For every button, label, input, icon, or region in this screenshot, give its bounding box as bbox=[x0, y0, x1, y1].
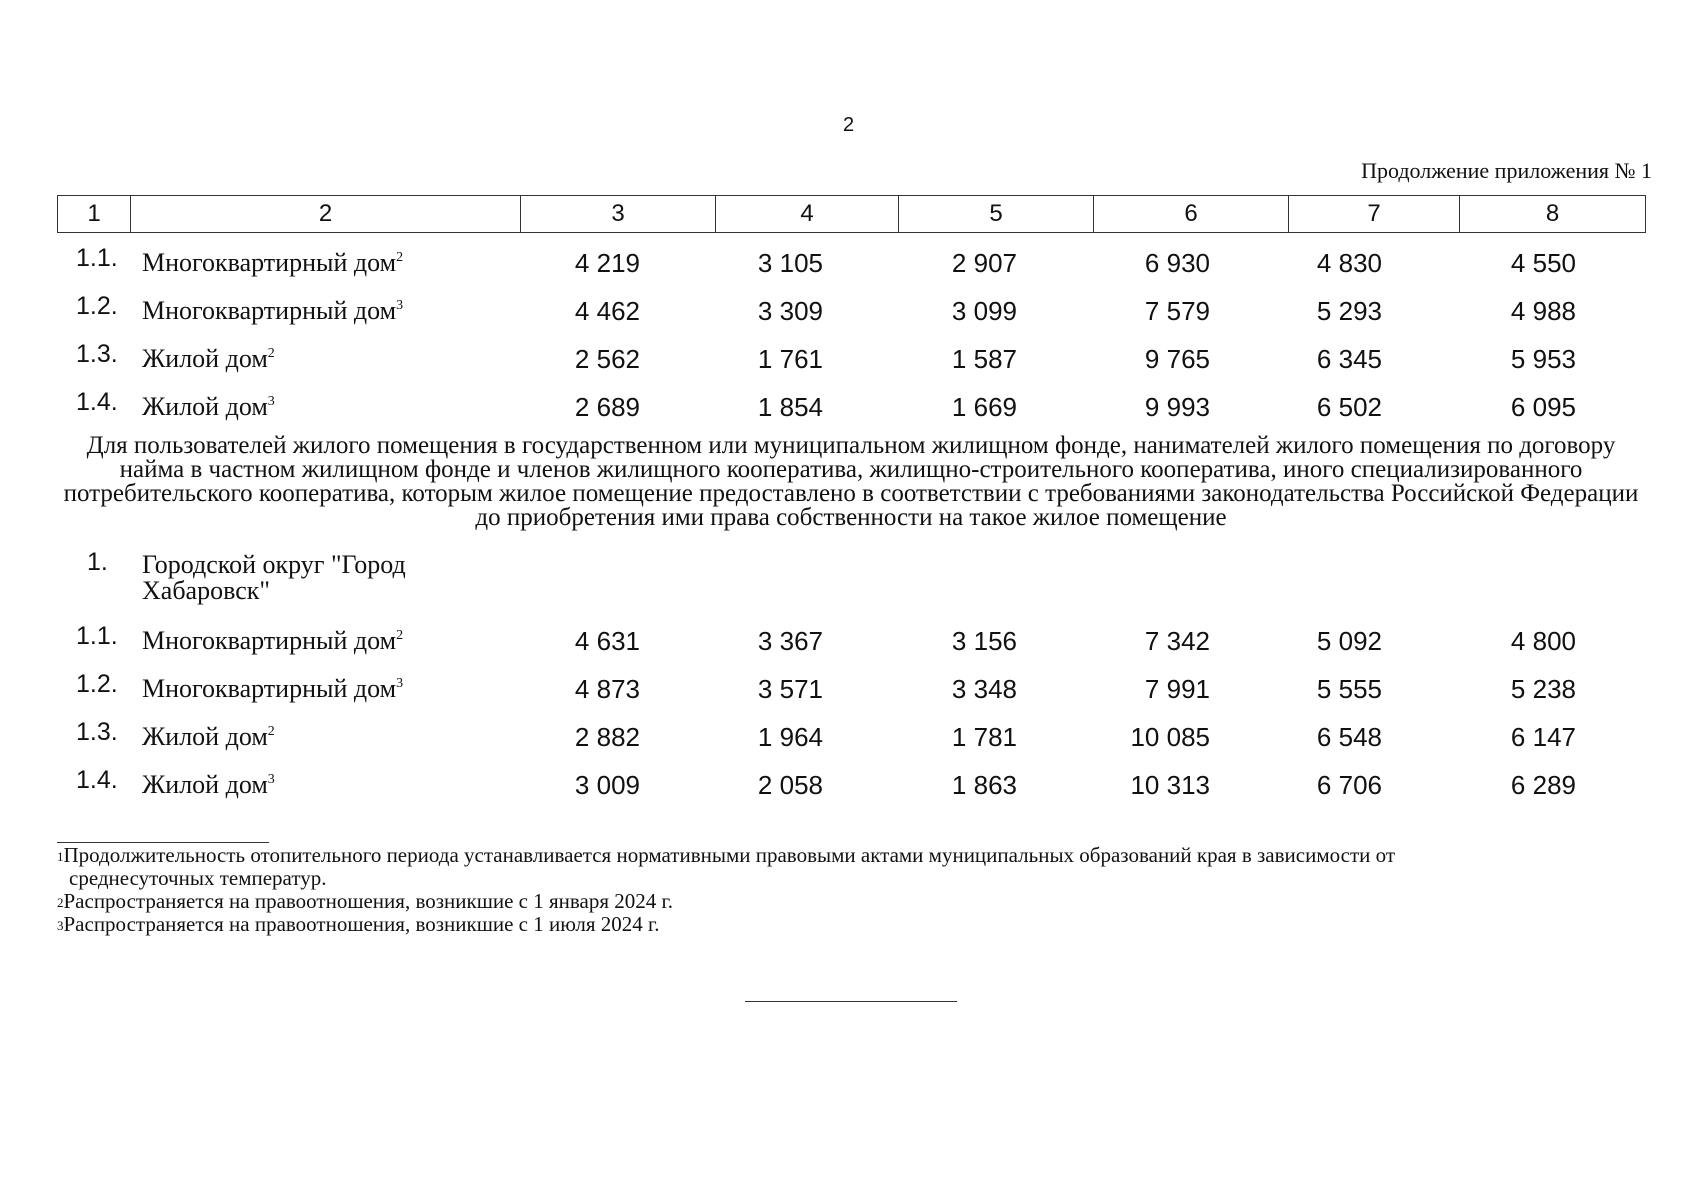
header-col-8: 8 bbox=[1460, 196, 1646, 233]
continuation-title: Продолжение приложения № 1 bbox=[1361, 158, 1652, 183]
page-number: 2 bbox=[842, 114, 855, 136]
footnote-ref: 2 bbox=[396, 628, 404, 643]
cell-col-8: 6 095 bbox=[1510, 392, 1576, 422]
row-label: Многоквартирный дом$^3$ bbox=[142, 674, 404, 703]
header-col-2: 2 bbox=[131, 196, 521, 233]
cell-col-5: 1 669 bbox=[951, 392, 1017, 422]
header-col-5: 5 bbox=[899, 196, 1094, 233]
cell-col-6: 10 313 bbox=[1130, 770, 1210, 800]
header-col-1: 1 bbox=[58, 196, 131, 233]
cell-col-5: 1 863 bbox=[951, 770, 1017, 800]
row-label: Многоквартирный дом$^2$ bbox=[142, 626, 404, 655]
cell-col-7: 5 293 bbox=[1316, 296, 1382, 326]
cell-col-8: 4 988 bbox=[1510, 296, 1576, 326]
cell-col-5: 1 587 bbox=[951, 344, 1017, 374]
cell-col-5: 3 348 bbox=[951, 674, 1017, 704]
cell-col-4: 1 761 bbox=[757, 344, 823, 374]
cell-col-4: 1 964 bbox=[757, 722, 823, 752]
group-number: 1. bbox=[87, 548, 108, 576]
cell-col-6: 9 993 bbox=[1144, 392, 1210, 422]
row-number: 1.1. bbox=[76, 244, 118, 272]
cell-col-3: 2 562 bbox=[574, 344, 640, 374]
cell-col-7: 5 555 bbox=[1316, 674, 1382, 704]
cell-col-7: 5 092 bbox=[1316, 626, 1382, 656]
cell-col-6: 9 765 bbox=[1144, 344, 1210, 374]
footnote-mark: 3 bbox=[57, 918, 64, 933]
footnote-1-continuation: среднесуточных температур. bbox=[69, 866, 327, 890]
footnote-ref: 2 bbox=[396, 250, 404, 265]
cell-col-5: 1 781 bbox=[951, 722, 1017, 752]
footnote-ref: 3 bbox=[267, 772, 275, 787]
footnote-ref: 2 bbox=[267, 724, 275, 739]
cell-col-7: 6 548 bbox=[1316, 722, 1382, 752]
cell-col-7: 6 345 bbox=[1316, 344, 1382, 374]
footnote-ref: 2 bbox=[267, 346, 275, 361]
column-number-header bbox=[57, 195, 1646, 233]
row-number: 1.4. bbox=[76, 766, 118, 794]
cell-col-5: 3 156 bbox=[951, 626, 1017, 656]
cell-col-7: 4 830 bbox=[1316, 248, 1382, 278]
header-col-3: 3 bbox=[521, 196, 716, 233]
table-row bbox=[0, 388, 1697, 432]
footnote-mark: 1 bbox=[57, 849, 64, 864]
table-row bbox=[0, 244, 1697, 288]
row-label: Многоквартирный дом$^2$ bbox=[142, 248, 404, 277]
row-label: Жилой дом$^2$ bbox=[142, 344, 275, 373]
cell-col-8: 4 800 bbox=[1510, 626, 1576, 656]
section-heading: Для пользователей жилого помещения в государственном или муниципальном жилищном фонде, нанимателей жилого помещения по договору найма в частном жилищном фонде и членов жилищного кооператива, жилищно-строительного кооператива, иного специализированного потребительского кооператива, которым жилое помещение предоставлено в соответствии с требованиями законодательства Российской Федерации до приобретения ими права собственности на такое жилое помещение bbox=[63, 432, 1639, 531]
table-row bbox=[0, 340, 1697, 384]
cell-col-8: 4 550 bbox=[1510, 248, 1576, 278]
table-row bbox=[0, 718, 1697, 762]
cell-col-7: 6 706 bbox=[1316, 770, 1382, 800]
footnote-ref: 3 bbox=[267, 394, 275, 409]
cell-col-6: 7 579 bbox=[1144, 296, 1210, 326]
header-col-7: 7 bbox=[1289, 196, 1460, 233]
cell-col-4: 1 854 bbox=[757, 392, 823, 422]
header-col-6: 6 bbox=[1094, 196, 1289, 233]
cell-col-4: 3 367 bbox=[757, 626, 823, 656]
cell-col-8: 5 238 bbox=[1510, 674, 1576, 704]
table-row bbox=[0, 670, 1697, 714]
header-col-4: 4 bbox=[716, 196, 899, 233]
end-separator bbox=[745, 1001, 957, 1002]
row-number: 1.2. bbox=[76, 670, 118, 698]
row-number: 1.2. bbox=[76, 292, 118, 320]
footnote-3: $^3$Распространяется на правоотношения, возникшие с 1 июля 2024 г. bbox=[57, 912, 660, 936]
group-label: Городской округ "Город Хабаровск" bbox=[142, 550, 406, 605]
cell-col-4: 2 058 bbox=[757, 770, 823, 800]
cell-col-4: 3 571 bbox=[757, 674, 823, 704]
cell-col-6: 6 930 bbox=[1144, 248, 1210, 278]
footnote-ref: 3 bbox=[396, 298, 404, 313]
cell-col-3: 3 009 bbox=[574, 770, 640, 800]
row-number: 1.3. bbox=[76, 718, 118, 746]
cell-col-5: 2 907 bbox=[951, 248, 1017, 278]
cell-col-8: 6 147 bbox=[1510, 722, 1576, 752]
cell-col-6: 10 085 bbox=[1130, 722, 1210, 752]
table-row bbox=[0, 766, 1697, 810]
row-number: 1.1. bbox=[76, 622, 118, 650]
cell-col-8: 6 289 bbox=[1510, 770, 1576, 800]
cell-col-7: 6 502 bbox=[1316, 392, 1382, 422]
cell-col-3: 4 631 bbox=[574, 626, 640, 656]
row-label: Многоквартирный дом$^3$ bbox=[142, 296, 404, 325]
cell-col-3: 2 882 bbox=[574, 722, 640, 752]
footnote-2: $^2$Распространяется на правоотношения, возникшие с 1 января 2024 г. bbox=[57, 889, 674, 913]
table-row bbox=[0, 622, 1697, 666]
cell-col-3: 2 689 bbox=[574, 392, 640, 422]
cell-col-6: 7 342 bbox=[1144, 626, 1210, 656]
row-label: Жилой дом$^2$ bbox=[142, 722, 275, 751]
row-number: 1.4. bbox=[76, 388, 118, 416]
footnote-mark: 2 bbox=[57, 895, 64, 910]
cell-col-5: 3 099 bbox=[951, 296, 1017, 326]
row-label: Жилой дом$^3$ bbox=[142, 770, 275, 799]
cell-col-8: 5 953 bbox=[1510, 344, 1576, 374]
footnotes bbox=[57, 844, 1645, 936]
footnote-ref: 3 bbox=[396, 676, 404, 691]
row-label: Жилой дом$^3$ bbox=[142, 392, 275, 421]
cell-col-3: 4 873 bbox=[574, 674, 640, 704]
cell-col-4: 3 309 bbox=[757, 296, 823, 326]
row-number: 1.3. bbox=[76, 340, 118, 368]
cell-col-3: 4 462 bbox=[574, 296, 640, 326]
cell-col-3: 4 219 bbox=[574, 248, 640, 278]
footnote-1: $^1$Продолжительность отопительного периода устанавливается нормативными правовыми актами муниципальных образований края в зависимости от среднесуточных температур. bbox=[57, 844, 1645, 890]
cell-col-4: 3 105 bbox=[757, 248, 823, 278]
cell-col-6: 7 991 bbox=[1144, 674, 1210, 704]
table-row bbox=[0, 292, 1697, 336]
